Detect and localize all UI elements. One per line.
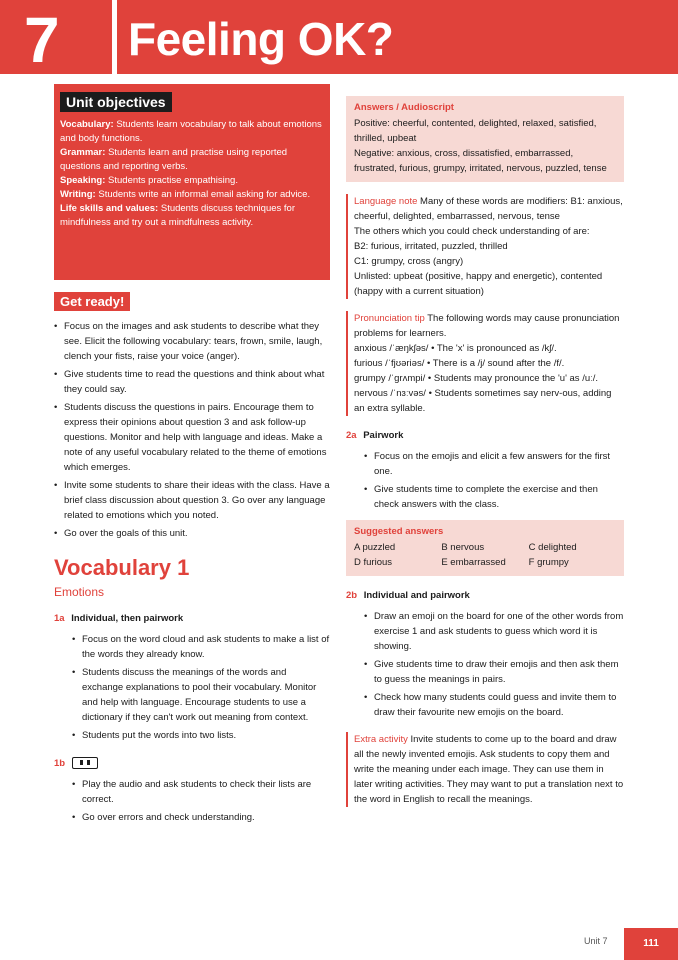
answer-item: F grumpy (528, 557, 569, 568)
answer-item: C delighted (528, 542, 577, 553)
section-title: Vocabulary 1 (54, 555, 190, 580)
page-title: Feeling OK? (128, 13, 394, 65)
language-note (346, 194, 624, 299)
note-text: nervous /ˈnɜːvəs/ • Students sometimes say nerv-ous, adding an extra syllable. (354, 388, 612, 414)
objective-item (60, 188, 324, 202)
note-text: The following words may cause pronunciation problems for learners. (354, 313, 620, 339)
task-1a-list (72, 632, 330, 743)
note-text: Many of these words are modifiers: B1: anxious, cheerful, delighted, embarrassed, nervous, tense (354, 196, 623, 222)
answers-line: Positive: cheerful, contented, delighted, relaxed, satisfied, thrilled, upbeat (354, 118, 597, 144)
list-item: • Students discuss the meanings of the words and exchange explanations to pool their vocabulary. Monitor and help with language. Encourage students to use a dictionary if they can't work out meaning from context. (72, 665, 330, 725)
left-column (54, 84, 330, 828)
list-item: • Go over errors and check understanding. (72, 810, 330, 825)
objective-item (60, 146, 324, 174)
task-2a-list (364, 449, 624, 512)
list-item: • Give students time to draw their emojis and then ask them to guess the meanings in pairs. (364, 657, 624, 687)
list-item: • Focus on the emojis and elicit a few answers for the first one. (364, 449, 624, 479)
objective-key: Writing: (60, 189, 96, 200)
objective-text: Students learn and practise using reported questions and reporting verbs. (60, 147, 288, 172)
note-label: Pronunciation tip (354, 313, 425, 324)
answer-item: B nervous (441, 542, 485, 553)
pronunciation-tip (346, 311, 624, 416)
answers-heading: Answers / Audioscript (354, 102, 454, 113)
suggested-heading: Suggested answers (354, 526, 444, 537)
get-ready-list (54, 319, 330, 541)
note-text: C1: grumpy, cross (angry) (354, 256, 464, 267)
suggested-answers-box (346, 520, 624, 576)
note-text: grumpy /ˈɡrʌmpi/ • Students may pronounce the 'u' as /uː/. (354, 373, 599, 384)
answer-item: E embarrassed (441, 557, 506, 568)
objective-key: Life skills and values: (60, 203, 159, 214)
objective-text: Students write an informal email asking for advice. (98, 189, 311, 200)
task-1b-list (72, 777, 330, 825)
list-item: • Students put the words into two lists. (72, 728, 330, 743)
get-ready-heading: Get ready! (54, 292, 130, 311)
objective-text: Students discuss techniques for mindfulness and try out a mindfulness activity. (60, 203, 295, 228)
objective-item (60, 118, 324, 146)
task-number: 1a (54, 613, 65, 624)
right-column (346, 96, 624, 807)
unit-banner (0, 0, 678, 74)
task-1b-heading (54, 757, 330, 769)
list-item: • Students discuss the questions in pairs. Encourage them to express their opinions about question 3 and ask follow-up questions. Monitor and help with language and ideas. Make a note of any useful vocabulary related to the theme of emotions which emerges. (54, 400, 330, 475)
list-item: • Check how many students could guess and invite them to draw their favourite new emojis on the board. (364, 690, 624, 720)
objective-item (60, 174, 324, 188)
unit-objectives-box (54, 84, 330, 280)
section-subtitle: Emotions (54, 585, 105, 599)
task-2b-list (364, 609, 624, 720)
footer-unit-label: Unit 7 (584, 936, 608, 946)
note-text: anxious /ˈæŋkʃəs/ • The 'x' is pronounced as /kʃ/. (354, 343, 557, 354)
objective-text: Students practise empathising. (108, 175, 238, 186)
answers-line: Negative: anxious, cross, dissatisfied, embarrassed, frustrated, furious, grumpy, irritated, nervous, puzzled, tense (354, 148, 607, 174)
answers-box (346, 96, 624, 182)
task-2a-heading (346, 430, 624, 441)
objective-key: Vocabulary: (60, 119, 114, 130)
objectives-heading: Unit objectives (60, 92, 172, 112)
task-number: 2b (346, 590, 358, 601)
note-label: Extra activity (354, 734, 408, 745)
task-label: Pairwork (363, 430, 404, 441)
suggested-grid (354, 540, 616, 570)
objective-item (60, 202, 324, 230)
task-label: Individual, then pairwork (71, 613, 184, 624)
answer-item: A puzzled (354, 542, 396, 553)
task-label: Individual and pairwork (363, 590, 470, 601)
list-item: • Go over the goals of this unit. (54, 526, 330, 541)
task-2b-heading (346, 590, 624, 601)
list-item: • Give students time to read the questions and think about what they could say. (54, 367, 330, 397)
list-item: • Give students time to complete the exercise and then check answers with the class. (364, 482, 624, 512)
note-text: The others which you could check understanding of are: (354, 226, 590, 237)
list-item: • Draw an emoji on the board for one of the other words from exercise 1 and ask students to guess which word it is showing. (364, 609, 624, 654)
task-1a-heading (54, 613, 330, 624)
banner-divider (112, 0, 117, 74)
list-item: • Invite some students to share their ideas with the class. Have a brief class discussion about question 3. Go over any language related to emotions which you noted. (54, 478, 330, 523)
note-text: furious /ˈfjʊəriəs/ • There is a /j/ sound after the /f/. (354, 358, 565, 369)
note-text: Unlisted: upbeat (positive, happy and energetic), contented (happy with a current situation) (354, 271, 603, 297)
list-item: • Focus on the word cloud and ask students to make a list of the words they already know. (72, 632, 330, 662)
list-item: • Play the audio and ask students to check their lists are correct. (72, 777, 330, 807)
note-text: B2: furious, irritated, puzzled, thrilled (354, 241, 508, 252)
note-text: Invite students to come up to the board and draw all the newly invented emojis. Ask students to copy them and write the meaning under each image. They can use them in later writing activities. They may want to put a translation next to the word in English to recall the meanings. (354, 734, 624, 805)
list-item: • Focus on the images and ask students to describe what they see. Elicit the following vocabulary: tears, frown, smile, laugh, clench your fists, raise your voice (anger). (54, 319, 330, 364)
objective-text: Students learn vocabulary to talk about emotions and body functions. (60, 119, 322, 144)
audio-icon (72, 757, 98, 769)
objective-key: Speaking: (60, 175, 106, 186)
unit-number: 7 (24, 4, 60, 76)
answer-item: D furious (354, 557, 393, 568)
page-number: 111 (624, 928, 678, 960)
note-label: Language note (354, 196, 418, 207)
task-number: 2a (346, 430, 357, 441)
objective-key: Grammar: (60, 147, 106, 158)
task-number: 1b (54, 757, 66, 769)
extra-activity (346, 732, 624, 807)
